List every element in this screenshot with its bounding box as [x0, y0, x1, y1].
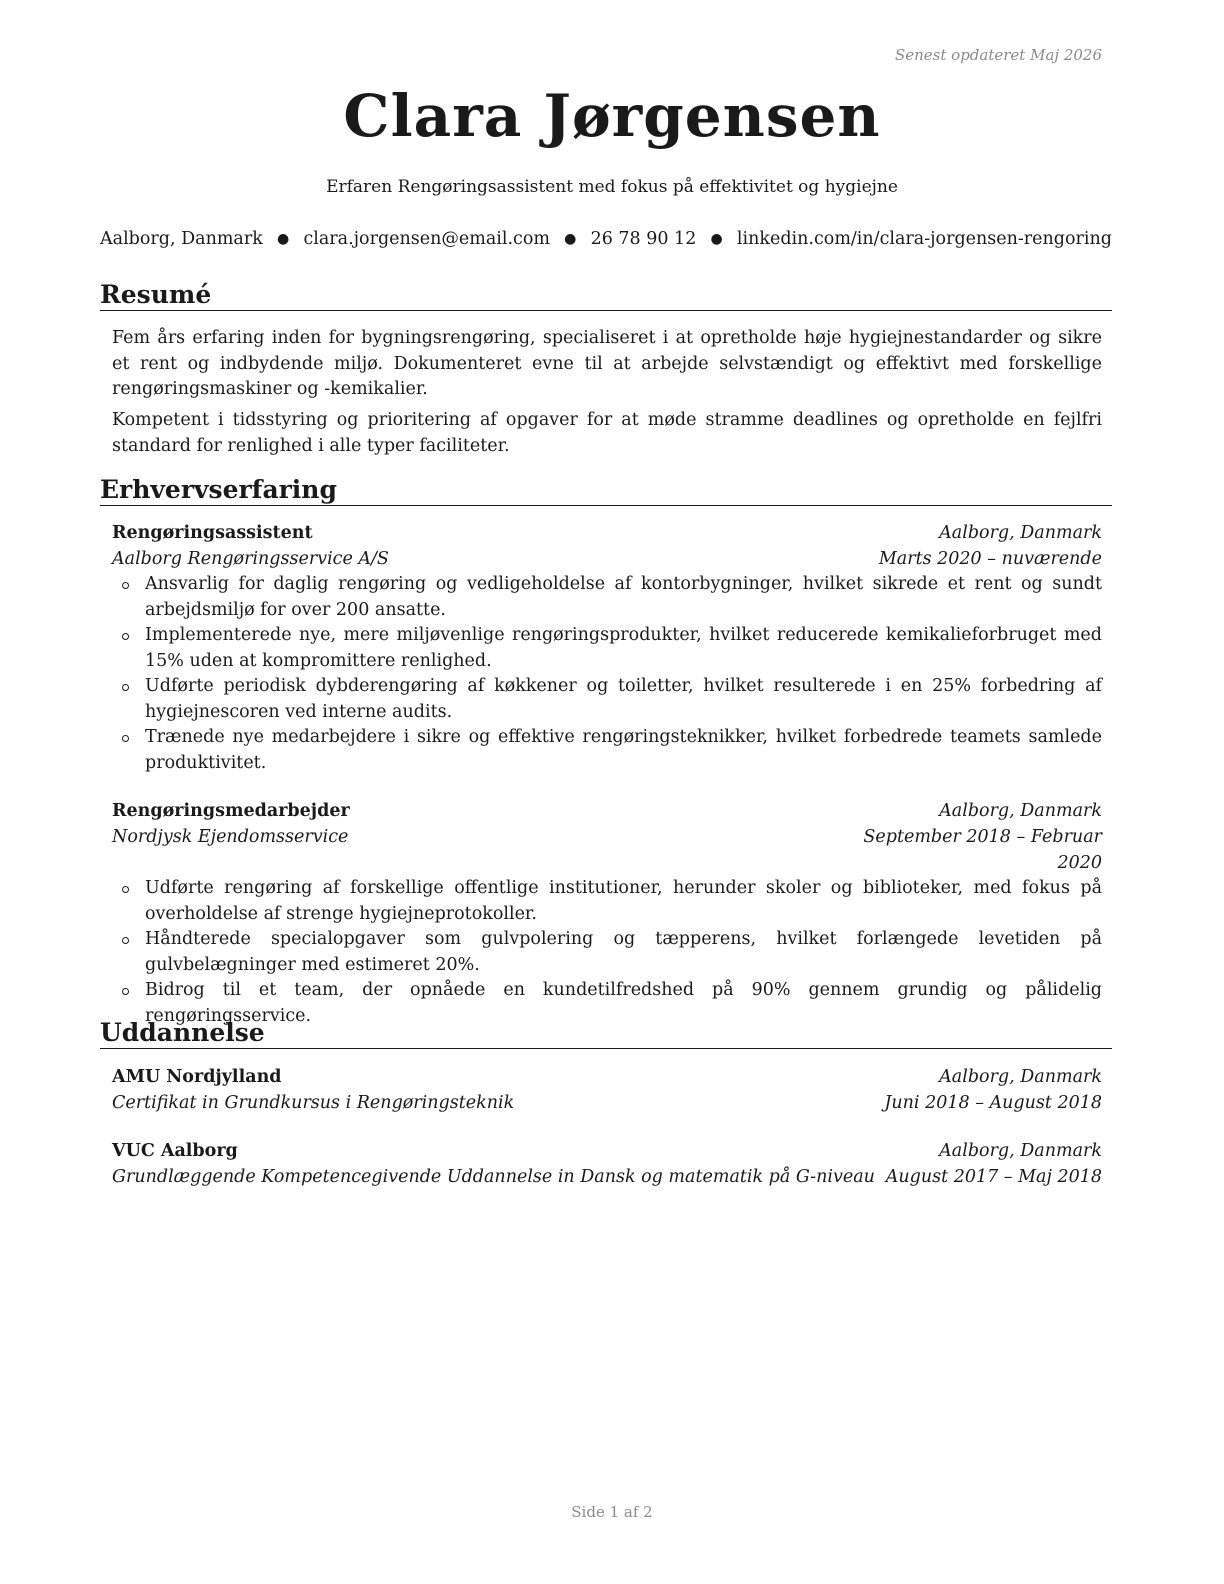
- job-company: Nordjysk Ejendomsservice: [112, 827, 349, 847]
- list-item: Udførte rengøring af forskellige offentlige institutioner, herunder skoler og biblioteker, med fokus på overholdelse af strenge hygiejneprotokoller.: [112, 876, 1102, 927]
- bullet-circle-icon: [122, 886, 129, 893]
- education-header: [112, 1139, 1102, 1165]
- bullet-circle-icon: [122, 633, 129, 640]
- list-item: Trænede nye medarbejdere i sikre og effektive rengøringsteknikker, hvilket forbedrede teamets samlede produktivitet.: [112, 725, 1102, 776]
- list-item: Bidrog til et team, der opnåede en kundetilfredshed på 90% gennem grundig og pålidelig rengøringsservice.: [112, 978, 1102, 1029]
- education-dates: Juni 2018 – August 2018: [884, 1093, 1102, 1113]
- education-degree: Grundlæggende Kompetencegivende Uddannelse in Dansk og matematik på G-niveau: [112, 1167, 875, 1187]
- section-title-education: Uddannelse: [100, 1018, 1112, 1049]
- list-item: Udførte periodisk dybderengøring af køkkener og toiletter, hvilket resulterede i en 25% forbedring af hygiejnescoren ved interne audits.: [112, 674, 1102, 725]
- job-header: [112, 521, 1102, 547]
- section-title-experience: Erhvervserfaring: [100, 475, 1112, 506]
- candidate-name: Clara Jørgensen: [343, 82, 881, 150]
- page-number: Side 1 af 2: [571, 1503, 653, 1521]
- contact-line: [100, 229, 1112, 249]
- education-dates: August 2017 – Maj 2018: [885, 1167, 1102, 1187]
- education-school: AMU Nordjylland: [112, 1067, 282, 1087]
- education-subheader: [112, 1165, 1102, 1191]
- education-location: Aalborg, Danmark: [939, 1067, 1102, 1087]
- education-subheader: [112, 1091, 1102, 1117]
- contact-email-link[interactable]: clara.jorgensen@email.com: [303, 229, 550, 249]
- separator-dot-icon: ●: [277, 231, 290, 247]
- education-school: VUC Aalborg: [112, 1141, 238, 1161]
- section-title-summary: Resumé: [100, 280, 1112, 311]
- summary-paragraph: Kompetent i tidsstyring og prioritering af opgaver for at møde stramme deadlines og opretholde en fejlfri standard for renlighed i alle typer faciliteter.: [112, 410, 1102, 456]
- job-subheader: [112, 547, 1102, 573]
- job-company: Aalborg Rengøringsservice A/S: [112, 549, 389, 569]
- separator-dot-icon: ●: [710, 231, 723, 247]
- job-location: Aalborg, Danmark: [939, 523, 1102, 543]
- list-item: Ansvarlig for daglig rengøring og vedligeholdelse af kontorbygninger, hvilket sikrede et rent og sundt arbejdsmiljø for over 200 ansatte.: [112, 572, 1102, 623]
- separator-dot-icon: ●: [564, 231, 577, 247]
- bullet-circle-icon: [122, 988, 129, 995]
- education-header: [112, 1065, 1102, 1091]
- contact-phone: 26 78 90 12: [590, 229, 697, 249]
- job-dates: Marts 2020 – nuværende: [878, 549, 1102, 569]
- education-degree: Certifikat in Grundkursus i Rengøringsteknik: [112, 1093, 515, 1113]
- job-bullet-list: [112, 572, 1102, 776]
- summary-paragraph: Fem års erfaring inden for bygningsrengøring, specialiseret i at opretholde høje hygiejnestandarder og sikre et rent og indbydende miljø. Dokumenteret evne til at arbejde selvstændigt og effektivt med forskellige rengøringsmaskiner og -kemikalier.: [112, 328, 1102, 399]
- education-location: Aalborg, Danmark: [939, 1141, 1102, 1161]
- job-role: Rengøringsmedarbejder: [112, 801, 350, 821]
- bullet-circle-icon: [122, 937, 129, 944]
- job-header: [112, 799, 1102, 825]
- bullet-circle-icon: [122, 735, 129, 742]
- job-bullet-list: [112, 876, 1102, 1029]
- job-dates: September 2018 – Februar 2020: [863, 827, 1102, 873]
- bullet-circle-icon: [122, 684, 129, 691]
- contact-location: Aalborg, Danmark: [100, 229, 263, 249]
- contact-linkedin-link[interactable]: linkedin.com/in/clara-jorgensen-rengoring: [736, 229, 1112, 249]
- candidate-tagline: Erfaren Rengøringsassistent med fokus på effektivitet og hygiejne: [326, 177, 898, 197]
- job-location: Aalborg, Danmark: [939, 801, 1102, 821]
- last-updated-note: Senest opdateret Maj 2026: [894, 46, 1102, 64]
- list-item: Håndterede specialopgaver som gulvpolering og tæpperens, hvilket forlængede levetiden på gulvbelægninger med estimeret 20%.: [112, 927, 1102, 978]
- job-role: Rengøringsassistent: [112, 523, 313, 543]
- job-subheader: [112, 825, 1102, 876]
- bullet-circle-icon: [122, 582, 129, 589]
- list-item: Implementerede nye, mere miljøvenlige rengøringsprodukter, hvilket reducerede kemikalieforbruget med 15% uden at kompromittere renlighed.: [112, 623, 1102, 674]
